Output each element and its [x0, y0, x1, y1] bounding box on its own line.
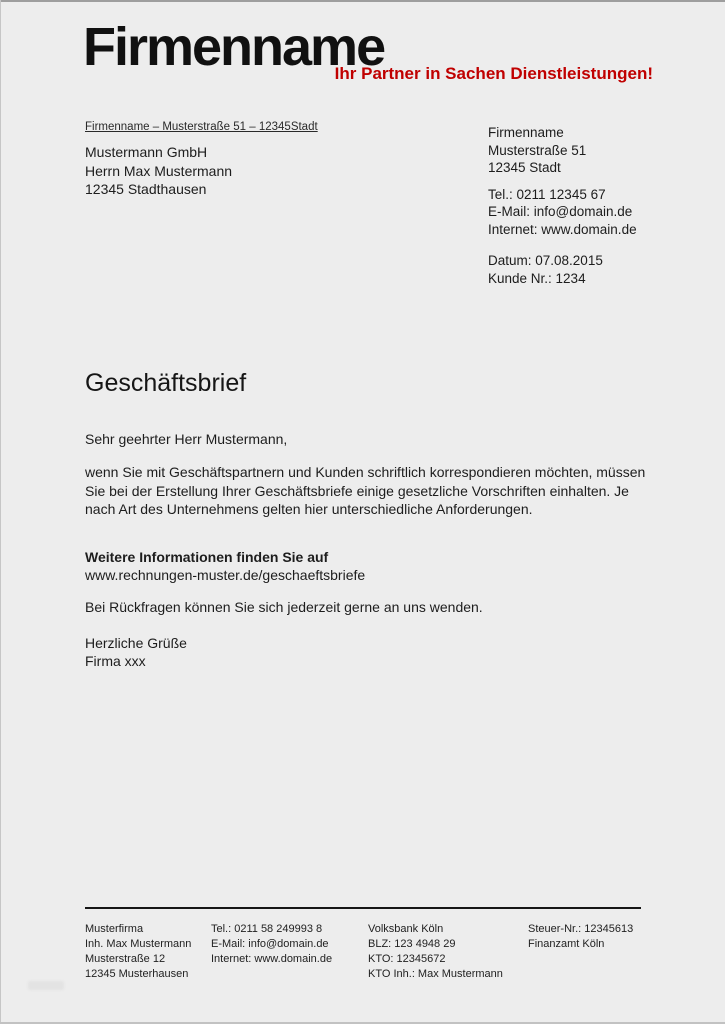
sender-phone: Tel.: 0211 12345 67 [488, 186, 606, 202]
recipient-address-block [85, 143, 232, 199]
footer-kto: KTO: 12345672 [368, 953, 446, 965]
sender-address-group [488, 124, 637, 177]
footer-bank-name: Volksbank Köln [368, 923, 444, 935]
sender-website: Internet: www.domain.de [488, 221, 637, 237]
recipient-line: Herrn Max Mustermann [85, 162, 233, 179]
info-url: www.rechnungen-muster.de/geschaeftsbriefe [85, 567, 366, 583]
letter-date: Datum: 07.08.2015 [488, 253, 603, 268]
footer-contact-column [211, 922, 368, 982]
footer-email: E-Mail: info@domain.de [211, 938, 329, 950]
recipient-line: 12345 Stadthausen [85, 181, 207, 197]
salutation: Sehr geehrter Herr Mustermann, [85, 431, 288, 447]
footer-city: 12345 Musterhausen [85, 968, 189, 980]
recipient-line: Mustermann GmbH [85, 144, 208, 160]
footer-company-name: Musterfirma [85, 923, 144, 935]
sender-return-address: Firmenname – Musterstraße 51 – 12345Stadt [85, 121, 318, 133]
footer-kto-owner: KTO Inh.: Max Mustermann [368, 968, 503, 980]
footer-divider [85, 907, 641, 909]
faint-page-artifact [28, 981, 64, 990]
footer [85, 922, 685, 982]
footer-street: Musterstraße 12 [85, 953, 166, 965]
footer-owner: Inh. Max Mustermann [85, 938, 192, 950]
footer-tax-column [528, 922, 678, 982]
customer-number: Kunde Nr.: 1234 [488, 270, 586, 286]
signoff: Herzliche Grüße [85, 635, 187, 651]
page-edge-left [0, 0, 1, 1024]
sender-address-line: Firmenname [488, 125, 564, 140]
letter-subject: Geschäftsbrief [85, 369, 247, 397]
letter-meta-group [488, 252, 637, 287]
sender-email: E-Mail: info@domain.de [488, 204, 633, 219]
footer-website: Internet: www.domain.de [211, 953, 333, 965]
body-paragraph: wenn Sie mit Geschäftspartnern und Kunden schriftlich korrespondieren möchten, müssen Sie bei der Erstellung Ihrer Geschäftsbriefe einige gesetzliche Vorschriften einhalten. Je nach Art des Unternehmens gelten hier unterschiedliche Anforderungen. [85, 464, 646, 517]
info-heading: Weitere Informationen finden Sie auf [85, 549, 329, 565]
company-tagline: Ihr Partner in Sachen Dienstleistungen! [334, 64, 653, 83]
footer-company-column [85, 922, 211, 982]
footer-blz: BLZ: 123 4948 29 [368, 938, 456, 950]
sender-contact-group [488, 186, 637, 239]
sender-info-block [488, 124, 637, 287]
sender-address-line: Musterstraße 51 [488, 142, 587, 158]
footer-bank-column [368, 922, 528, 982]
signature-company: Firma xxx [85, 653, 146, 669]
page-edge-top [0, 0, 725, 2]
sender-address-line: 12345 Stadt [488, 160, 561, 175]
footer-tax-number: Steuer-Nr.: 12345613 [528, 923, 634, 935]
footer-phone: Tel.: 0211 58 249993 8 [211, 923, 323, 935]
closing-note: Bei Rückfragen können Sie sich jederzeit gerne an uns wenden. [85, 599, 483, 615]
company-logo-text: Firmenname [83, 17, 385, 77]
footer-tax-office: Finanzamt Köln [528, 938, 605, 950]
